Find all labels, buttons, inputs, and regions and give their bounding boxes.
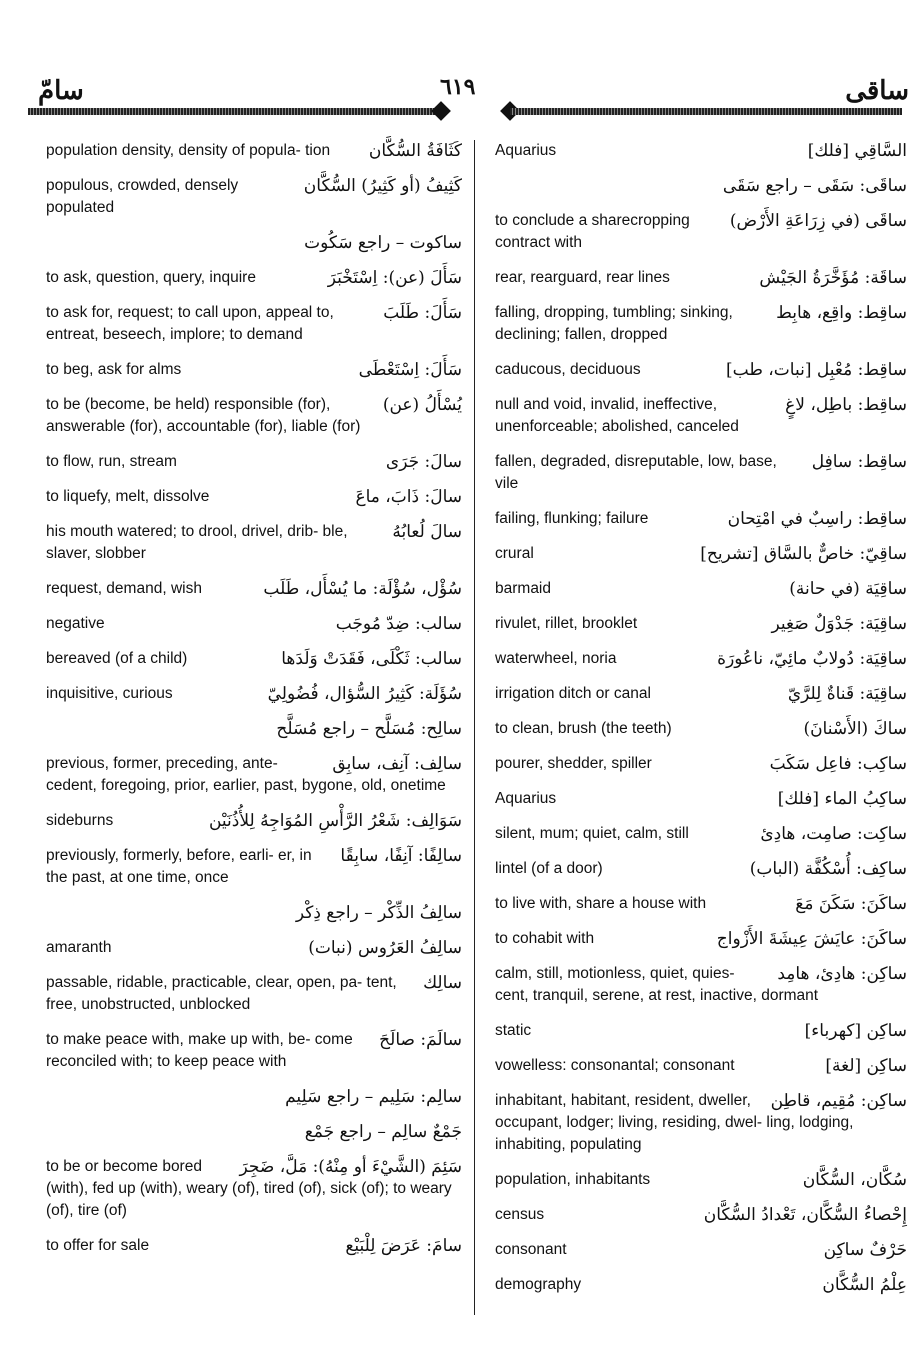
arabic-headword: سالِك [423, 973, 462, 993]
dictionary-entry [495, 1090, 907, 1156]
dictionary-entry [495, 1239, 907, 1261]
arabic-headword: ساكَنَ: سَكَنَ مَعَ [795, 894, 907, 914]
dictionary-entry [495, 1274, 907, 1296]
dictionary-entry [495, 359, 907, 381]
english-definition: silent, mum; quiet, calm, still [495, 825, 689, 842]
arabic-headword: سَأَلَ: طَلَبَ [383, 303, 462, 323]
arabic-headword: ساقِيَة: قَناةٌ لِلرَّيّ [787, 684, 907, 704]
english-definition: negative [46, 615, 105, 632]
arabic-headword: ساقَى (في زِرَاعَةِ الأَرْض) [729, 211, 907, 231]
arabic-headword: ساقِط: راسِبٌ في امْتِحان [727, 509, 907, 529]
arabic-headword: ساكَنَ: عايَشَ عِيشَةَ الأَزْواج [716, 929, 907, 949]
english-definition: rear, rearguard, rear lines [495, 269, 670, 286]
arabic-headword: سَأَلَ: اِسْتَعْطَى [358, 360, 462, 380]
english-definition: to offer for sale [46, 1237, 150, 1254]
english-definition: Aquarius [495, 790, 557, 807]
english-definition: consonant [495, 1241, 567, 1258]
dictionary-entry [495, 928, 907, 950]
arabic-headword: حَرْفٌ ساكِن [823, 1240, 907, 1260]
dictionary-entry [495, 1204, 907, 1226]
arabic-headword: السَّاقِي [فلك] [807, 141, 907, 161]
english-definition: to be (become, be held) responsible (for), answerable (for), accountable (for), liable (for) [46, 396, 361, 435]
english-definition: to conclude a sharecropping contract with [495, 212, 690, 251]
dictionary-entry [46, 845, 462, 889]
dictionary-entry [495, 683, 907, 705]
dictionary-entry [495, 508, 907, 530]
dictionary-entry [46, 175, 462, 219]
arabic-headword: عِلْمُ السُّكَّان [822, 1275, 907, 1295]
dictionary-entry [495, 718, 907, 740]
arabic-headword: كَثَافَةُ السُّكَّان [368, 141, 462, 161]
arabic-headword: ساقِط: سافِل [811, 452, 907, 472]
english-definition: population, inhabitants [495, 1171, 651, 1188]
english-definition: demography [495, 1276, 582, 1293]
dictionary-entry [495, 788, 907, 810]
dictionary-entry [495, 753, 907, 775]
english-definition: population density, density of popula- tion [46, 142, 331, 159]
dictionary-entry [46, 140, 462, 162]
english-definition: inhabitant, habitant, resident, dweller, occupant, lodger; living, residing, dwel- ling, lodging, inhabiting, populating [495, 1092, 854, 1153]
english-definition: to beg, ask for alms [46, 361, 182, 378]
dictionary-entry [46, 232, 462, 254]
english-definition: barmaid [495, 580, 551, 597]
arabic-headword: سالَ: ذَابَ، ماعَ [355, 487, 462, 507]
english-definition: inquisitive, curious [46, 685, 173, 702]
arabic-headword: كَثِيفُ (أو كَثِيرُ) السُّكَّان [303, 176, 462, 196]
arabic-headword: ساقِط: مُعْبِل [نبات، طب] [726, 360, 907, 380]
dictionary-entry [46, 1235, 462, 1257]
english-definition: his mouth watered; to drool, drivel, drib- ble, slaver, slobber [46, 523, 348, 562]
arabic-headword: ساقِط: باطِل، لاغٍ [785, 395, 907, 415]
dictionary-entry [495, 543, 907, 565]
dictionary-entry [46, 1156, 462, 1222]
english-definition: falling, dropping, tumbling; sinking, declining; fallen, dropped [495, 304, 733, 343]
arabic-headword: سُؤَلَة: كَثِيرُ السُّؤال، فُضُولِيّ [267, 684, 462, 704]
dictionary-entry [495, 1055, 907, 1077]
dictionary-entry [46, 521, 462, 565]
arabic-cross-reference: سالِح: مُسَلَّح – راجع مُسَلَّح [276, 719, 462, 739]
english-definition: bereaved (of a child) [46, 650, 188, 667]
arabic-headword: يُسْأَلُ (عن) [382, 395, 462, 415]
english-definition: crural [495, 545, 534, 562]
arabic-headword: ساكِن [كهرباء] [804, 1021, 907, 1041]
english-definition: to liquefy, melt, dissolve [46, 488, 210, 505]
dictionary-entry [495, 1020, 907, 1042]
arabic-headword: ساكِف: أُسْكُفَّة (الباب) [749, 859, 907, 879]
english-definition: to clean, brush (the teeth) [495, 720, 672, 737]
dictionary-entry [46, 1029, 462, 1073]
arabic-headword: سالِفًا: آنِفًا، سابِقًا [340, 846, 462, 866]
dictionary-entry [46, 683, 462, 705]
header-guide-word-right: ساقى [845, 76, 909, 106]
header-rule-left [28, 108, 440, 115]
dictionary-entry [495, 578, 907, 600]
arabic-headword: سُؤْل، سُؤْلَة: ما يُسْأَل، طَلَب [263, 579, 462, 599]
english-definition: null and void, invalid, ineffective, unenforceable; abolished, canceled [495, 396, 739, 435]
dictionary-entry [495, 648, 907, 670]
english-definition: Aquarius [495, 142, 557, 159]
dictionary-entry [46, 1086, 462, 1108]
dictionary-entry [495, 175, 907, 197]
dictionary-entry [46, 302, 462, 346]
dictionary-entry [46, 810, 462, 832]
english-definition: passable, ridable, practicable, clear, open, pa- tent, free, unobstructed, unblocked [46, 974, 397, 1013]
arabic-headword: ساقِيَة: جَدْوَلٌ صَغِير [771, 614, 907, 634]
arabic-headword: ساكِن [لغة] [825, 1056, 907, 1076]
dictionary-entry [495, 613, 907, 635]
dictionary-entry [46, 937, 462, 959]
arabic-headword: سالَمَ: صالَحَ [379, 1030, 462, 1050]
left-column [46, 140, 462, 1257]
english-definition: previous, former, preceding, ante- cedent, foregoing, prior, earlier, past, bygone, old, onetime [46, 755, 446, 794]
arabic-cross-reference: جَمْعٌ سالِم – راجع جَمْع [304, 1122, 462, 1142]
dictionary-entry [495, 210, 907, 254]
arabic-headword: إِحْصاءُ السُّكَّان، تَعْدادُ السُّكَّان [703, 1205, 907, 1225]
arabic-headword: سالَ لُعابُهُ [392, 522, 462, 542]
arabic-headword: سَأَلَ (عن): اِسْتَخْبَرَ [327, 268, 462, 288]
arabic-headword: سُكَّان، السُّكَّان [802, 1170, 907, 1190]
arabic-headword: ساقِيَة (في حانة) [789, 579, 907, 599]
english-definition: waterwheel, noria [495, 650, 617, 667]
english-definition: to live with, share a house with [495, 895, 707, 912]
arabic-headword: ساكِن: مُقِيم، قاطِن [770, 1091, 907, 1111]
arabic-headword: ساكَ (الأَسْنانَ) [803, 719, 907, 739]
english-definition: irrigation ditch or canal [495, 685, 651, 702]
dictionary-entry [46, 648, 462, 670]
arabic-headword: سالب: ضِدّ مُوجَب [335, 614, 462, 634]
dictionary-entry [495, 140, 907, 162]
arabic-headword: سالِفُ العَرُوس (نبات) [308, 938, 462, 958]
english-definition: pourer, shedder, spiller [495, 755, 652, 772]
english-definition: previously, formerly, before, earli- er, in the past, at one time, once [46, 847, 312, 886]
arabic-headword: ساقِيَة: دُولابٌ مائِيّ، ناعُورَة [717, 649, 907, 669]
arabic-headword: سَوَالِف: شَعْرُ الرَّأْسِ المُوَاجِهُ لِلأُذُنَيْن [208, 811, 462, 831]
arabic-headword: سامَ: عَرَضَ لِلْبَيْع [345, 1236, 462, 1256]
dictionary-entry [495, 451, 907, 495]
arabic-cross-reference: ساكوت – راجع سَكُوت [304, 233, 462, 253]
arabic-cross-reference: سالِم: سَلِيم – راجع سَلِيم [285, 1087, 462, 1107]
english-definition: populous, crowded, densely populated [46, 177, 239, 216]
arabic-cross-reference: سالِفُ الذِّكْر – راجع ذِكْر [295, 903, 462, 923]
dictionary-entry [46, 451, 462, 473]
arabic-headword: ساكِن: هادِئ، هامِد [777, 964, 907, 984]
dictionary-entry [46, 1121, 462, 1143]
arabic-cross-reference: ساقَى: سَقَى – راجع سَقَى [722, 176, 907, 196]
arabic-headword: سالب: ثَكْلَى، فَقَدَتْ وَلَدَها [281, 649, 462, 669]
page-number: ٦١٩ [440, 74, 476, 100]
english-definition: failing, flunking; failure [495, 510, 649, 527]
dictionary-entry [495, 302, 907, 346]
arabic-headword: ساقِط: واقِع، هابِط [776, 303, 907, 323]
arabic-headword: ساقَة: مُؤَخَّرَةُ الجَيْش [759, 268, 907, 288]
english-definition: to ask for, request; to call upon, appeal to, entreat, beseech, implore; to demand [46, 304, 334, 343]
dictionary-entry [495, 963, 907, 1007]
english-definition: vowelless: consonantal; consonant [495, 1057, 735, 1074]
english-definition: static [495, 1022, 532, 1039]
dictionary-entry [46, 718, 462, 740]
dictionary-entry [495, 893, 907, 915]
english-definition: lintel (of a door) [495, 860, 603, 877]
arabic-headword: ساكِب: فاعِل سَكَبَ [769, 754, 907, 774]
dictionary-entry [495, 1169, 907, 1191]
dictionary-entry [495, 858, 907, 880]
dictionary-entry [495, 267, 907, 289]
english-definition: to flow, run, stream [46, 453, 177, 470]
right-column [495, 140, 907, 1296]
diamond-ornament-left [431, 101, 451, 121]
arabic-headword: سالَ: جَرَى [385, 452, 462, 472]
dictionary-entry [46, 613, 462, 635]
english-definition: request, demand, wish [46, 580, 202, 597]
english-definition: amaranth [46, 939, 112, 956]
english-definition: caducous, deciduous [495, 361, 641, 378]
english-definition: census [495, 1206, 545, 1223]
dictionary-entry [46, 267, 462, 289]
arabic-headword: ساكِت: صامِت، هادِئ [760, 824, 907, 844]
english-definition: rivulet, rillet, brooklet [495, 615, 638, 632]
english-definition: sideburns [46, 812, 114, 829]
english-definition: to ask, question, query, inquire [46, 269, 256, 286]
header-rule-right [510, 108, 902, 115]
english-definition: calm, still, motionless, quiet, quies- cent, tranquil, serene, at rest, inactive, dormant [495, 965, 819, 1004]
dictionary-entry [46, 578, 462, 600]
arabic-headword: سَئِمَ (الشَّيْءَ أو مِنْهُ): مَلَّ، ضَجِرَ [239, 1157, 462, 1177]
dictionary-entry [46, 394, 462, 438]
english-definition: to cohabit with [495, 930, 595, 947]
column-divider [474, 140, 475, 1315]
dictionary-entry [46, 359, 462, 381]
arabic-headword: ساكِبُ الماء [فلك] [777, 789, 907, 809]
dictionary-entry [495, 823, 907, 845]
dictionary-entry [495, 394, 907, 438]
page-header [0, 70, 921, 130]
arabic-headword: سالِف: آنِف، سابِق [332, 754, 462, 774]
dictionary-entry [46, 902, 462, 924]
english-definition: to make peace with, make up with, be- come reconciled with; to keep peace with [46, 1031, 353, 1070]
english-definition: to be or become bored (with), fed up (with), weary (of), tired (of), sick (of); to weary (of), tire (of) [46, 1158, 452, 1219]
header-guide-word-left: سامّ [38, 76, 84, 106]
english-definition: fallen, degraded, disreputable, low, base, vile [495, 453, 777, 492]
dictionary-entry [46, 486, 462, 508]
dictionary-entry [46, 753, 462, 797]
arabic-headword: ساقِيّ: خاصٌّ بالسَّاق [تشريح] [700, 544, 907, 564]
dictionary-entry [46, 972, 462, 1016]
